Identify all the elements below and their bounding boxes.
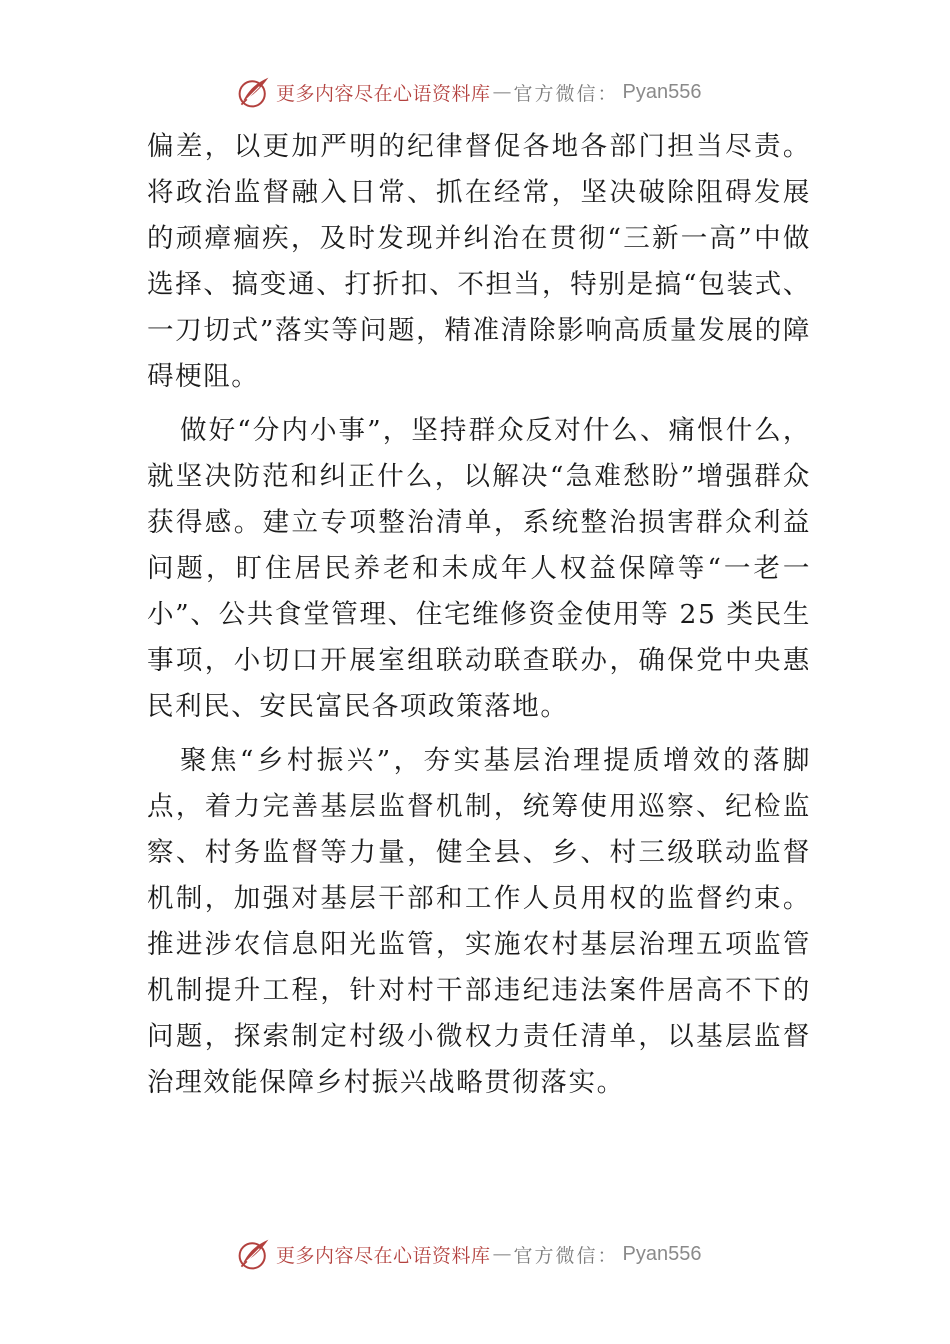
header-watermark xyxy=(236,72,756,112)
watermark-dash: — xyxy=(492,81,512,103)
watermark-main-text: 更多内容尽在心语资料库 xyxy=(276,82,491,105)
watermark-dash: — xyxy=(492,1243,512,1265)
watermark-label: 官方微信： xyxy=(513,1244,619,1267)
watermark-wechat-id: Pyan556 xyxy=(622,80,702,103)
paragraph-2: 做好“分内小事”，坚持群众反对什么、痛恨什么，就坚决防范和纠正什么，以解决“急难愁盼”增强群众获得感。建立专项整治清单，系统整治损害群众利益问题，盯住居民养老和未成年人权益保障等“一老一小”、公共食堂管理、住宅维修资金使用等 25 类民生事项，小切口开展室组联动联查联办，确保党中央惠民利民、安民富民各项政策落地。 xyxy=(147,415,811,722)
paragraph-1: 偏差，以更加严明的纪律督促各地各部门担当尽责。将政治监督融入日常、抓在经常，坚决破除阻碍发展的顽瘴痼疾，及时发现并纠治在贯彻“三新一高”中做选择、搞变通、打折扣、不担当，特别是搞“包装式、一刀切式”落实等问题，精准清除影响高质量发展的障碍梗阻。 xyxy=(147,131,811,392)
paragraph-3: 聚焦“乡村振兴”，夯实基层治理提质增效的落脚点，着力完善基层监督机制，统筹使用巡察、纪检监察、村务监督等力量，健全县、乡、村三级联动监督机制，加强对基层干部和工作人员用权的监督约束。推进涉农信息阳光监管，实施农村基层治理五项监管机制提升工程，针对村干部违纪违法案件居高不下的问题，探索制定村级小微权力责任清单，以基层监督治理效能保障乡村振兴战略贯彻落实。 xyxy=(147,745,811,1098)
feather-quill-logo-icon xyxy=(236,74,272,110)
footer-watermark xyxy=(236,1234,756,1274)
document-body xyxy=(147,124,811,1106)
watermark-label: 官方微信： xyxy=(513,82,619,105)
watermark-wechat-id: Pyan556 xyxy=(622,1242,702,1265)
watermark-main-text: 更多内容尽在心语资料库 xyxy=(276,1244,491,1267)
feather-quill-logo-icon xyxy=(236,1236,272,1272)
